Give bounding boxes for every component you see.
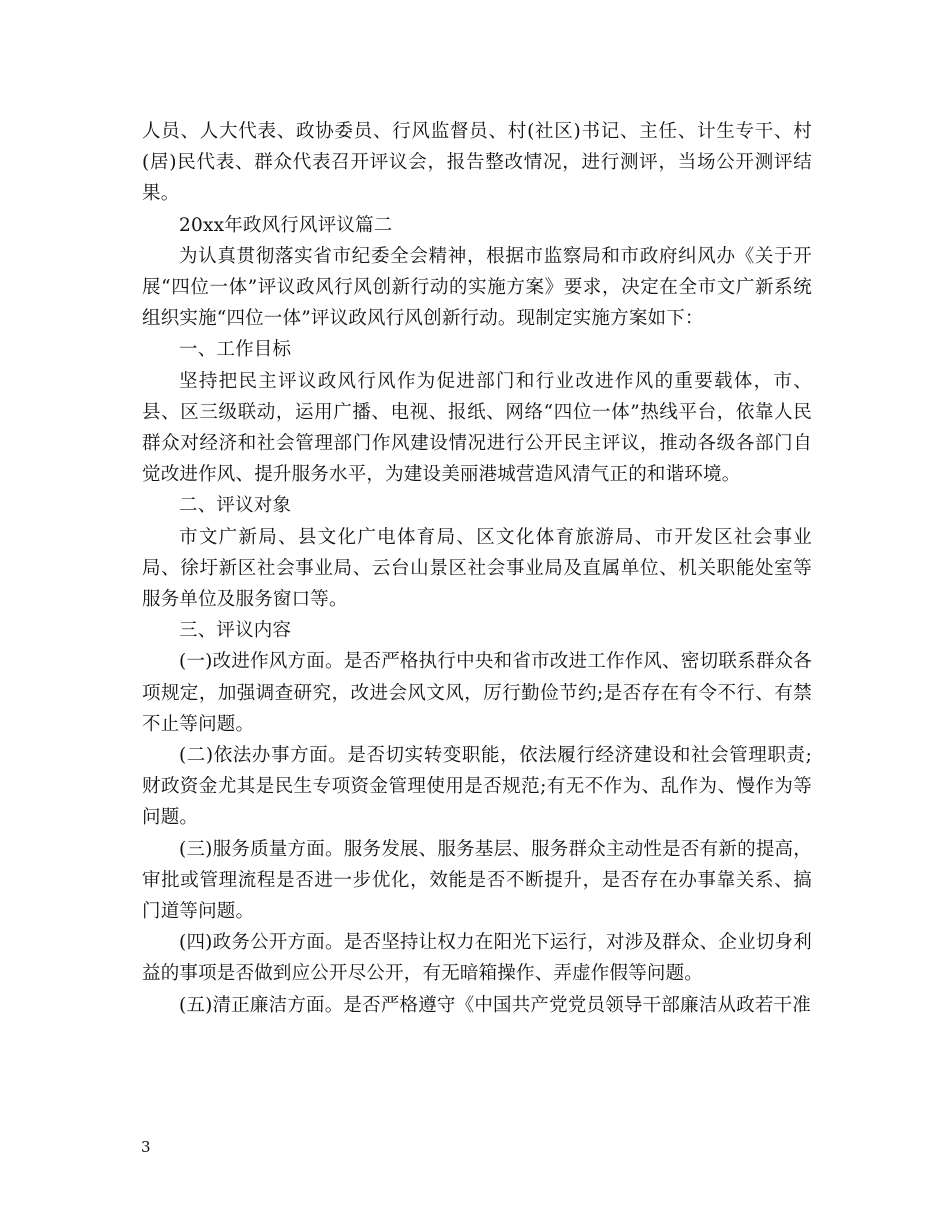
paragraph: 人员、人大代表、政协委员、行风监督员、村(社区)书记、主任、计生专干、村(居)民代表、群众代表召开评议会，报告整改情况，进行测评，当场公开测评结果。 [142,121,812,205]
paragraph: (一)改进作风方面。是否严格执行中央和省市改进工作作风、密切联系群众各项规定，加强调查研究，改进会风文风，厉行勤俭节约;是否存在有令不行、有禁不止等问题。 [142,651,812,735]
page-number: 3 [141,1138,151,1156]
paragraph: 坚持把民主评议政风行风作为促进部门和行业改进作风的重要载体，市、县、区三级联动，运用广播、电视、报纸、网络“四位一体”热线平台，依靠人民群众对经济和社会管理部门作风建设情况进行公开民主评议，推动各级各部门自觉改进作风、提升服务水平，为建设美丽港城营造风清气正的和谐环境。 [142,370,812,486]
paragraph: 为认真贯彻落实省市纪委全会精神，根据市监察局和市政府纠风办《关于开展“四位一体”评议政风行风创新行动的实施方案》要求，决定在全市文广新系统组织实施“四位一体”评议政风行风创新行动。现制定实施方案如下： [142,245,812,330]
paragraph: 一、工作目标 [179,339,292,361]
paragraph: 三、评议内容 [179,620,292,642]
paragraph: 市文广新局、县文化广电体育局、区文化体育旅游局、市开发区社会事业局、徐圩新区社会事业局、云台山景区社会事业局及直属单位、机关职能处室等服务单位及服务窗口等。 [142,526,812,611]
paragraph: (三)服务质量方面。服务发展、服务基层、服务群众主动性是否有新的提高，审批或管理流程是否进一步优化，效能是否不断提升，是否存在办事靠关系、搞门道等问题。 [142,838,812,923]
paragraph: (二)依法办事方面。是否切实转变职能，依法履行经济建设和社会管理职责;财政资金尤其是民生专项资金管理使用是否规范;有无不作为、乱作为、慢作为等问题。 [142,745,812,829]
paragraph: 20xx年政风行风评议篇二 [179,214,393,236]
paragraph: 二、评议对象 [179,495,292,517]
document-body [142,116,812,1021]
paragraph: (四)政务公开方面。是否坚持让权力在阳光下运行，对涉及群众、企业切身利益的事项是否做到应公开尽公开，有无暗箱操作、弄虚作假等问题。 [142,932,812,985]
paragraph: (五)清正廉洁方面。是否严格遵守《中国共产党党员领导干部廉洁从政若干准 [179,994,811,1016]
